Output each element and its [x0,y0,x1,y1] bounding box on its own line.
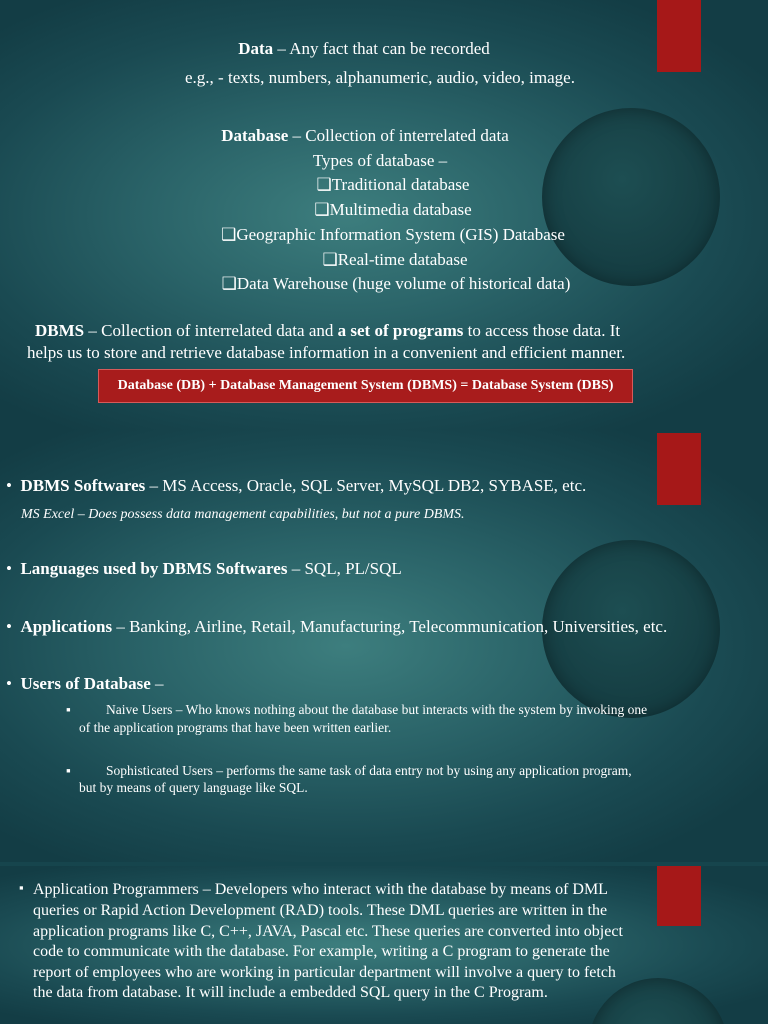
decor-red-bar [657,433,701,505]
app-programmers-line: the data from database. It will include a embedded SQL query in the C Program. [33,984,548,1001]
dbms-definition-line2: helps us to store and retrieve database information in a convenient and efficient manner. [27,343,626,362]
type-item: ❑Traditional database [316,175,470,194]
bullet-icon: • [6,476,12,495]
checkbox-bullet-icon: ❑ [221,274,237,293]
app-programmers-line: queries or Rapid Action Development (RAD) tools. These DML queries are written in the [33,902,608,919]
bullet-icon: • [6,617,12,636]
bullet-icon: • [6,674,12,693]
app-programmers-line: Application Programmers – Developers who interact with the database by means of DML [33,881,608,898]
decor-red-bar [657,0,701,72]
slide-2 [0,430,768,862]
data-definition: Data – Any fact that can be recorded [238,39,490,58]
database-definition: Database – Collection of interrelated data [221,126,509,145]
types-heading: Types of database – [312,151,448,170]
app-programmers-line: report of employees who are working in particular department will involve a query to fetch [33,964,616,981]
slide-1 [0,0,768,430]
naive-users-line2: of the application programs that have been written earlier. [79,720,392,735]
sophisticated-users: ▪ Sophisticated Users – performs the same task of data entry not by using any application program, [66,763,632,778]
ms-excel-note: MS Excel – Does possess data management capabilities, but not a pure DBMS. [21,507,465,522]
type-item: ❑Real-time database [322,250,468,269]
bullet-applications: • Applications – Banking, Airline, Retail, Manufacturing, Telecommunication, Universities, etc. [6,617,668,636]
decor-circle [588,978,728,1024]
dbms-definition: DBMS – Collection of interrelated data and a set of programs to access those data. It [35,321,621,340]
bullet-users: • Users of Database – [6,674,164,693]
slide-3 [0,866,768,1024]
type-item: ❑Geographic Information System (GIS) Database [221,225,565,244]
sophisticated-users-line2: but by means of query language like SQL. [79,780,308,795]
type-item: ❑Multimedia database [314,200,472,219]
bullet-icon: • [6,559,12,578]
checkbox-bullet-icon: ❑ [316,175,332,194]
app-programmers-line: code to communicate with the database. For example, writing a C program to generate the [33,943,610,960]
type-item: ❑Data Warehouse (huge volume of historical data) [221,274,571,293]
checkbox-bullet-icon: ❑ [221,225,237,244]
decor-red-bar [657,866,701,926]
checkbox-bullet-icon: ❑ [314,200,330,219]
data-examples: e.g., - texts, numbers, alphanumeric, audio, video, image. [185,68,575,87]
checkbox-bullet-icon: ❑ [322,250,338,269]
naive-users: ▪ Naive Users – Who knows nothing about the database but interacts with the system by invoking one [66,702,648,717]
square-bullet-icon: ▪ [66,763,71,778]
app-programmers-line: application programs like C, C++, JAVA, Pascal etc. These queries are converted into object [33,923,623,940]
square-bullet-icon: ▪ [66,702,71,717]
bullet-dbms-softwares: • DBMS Softwares – MS Access, Oracle, SQL Server, MySQL DB2, SYBASE, etc. [6,476,587,495]
formula-box: Database (DB) + Database Management System (DBMS) = Database System (DBS) [98,369,633,403]
bullet-languages: • Languages used by DBMS Softwares – SQL, PL/SQL [6,559,402,578]
square-bullet-icon: ▪ [19,880,24,895]
